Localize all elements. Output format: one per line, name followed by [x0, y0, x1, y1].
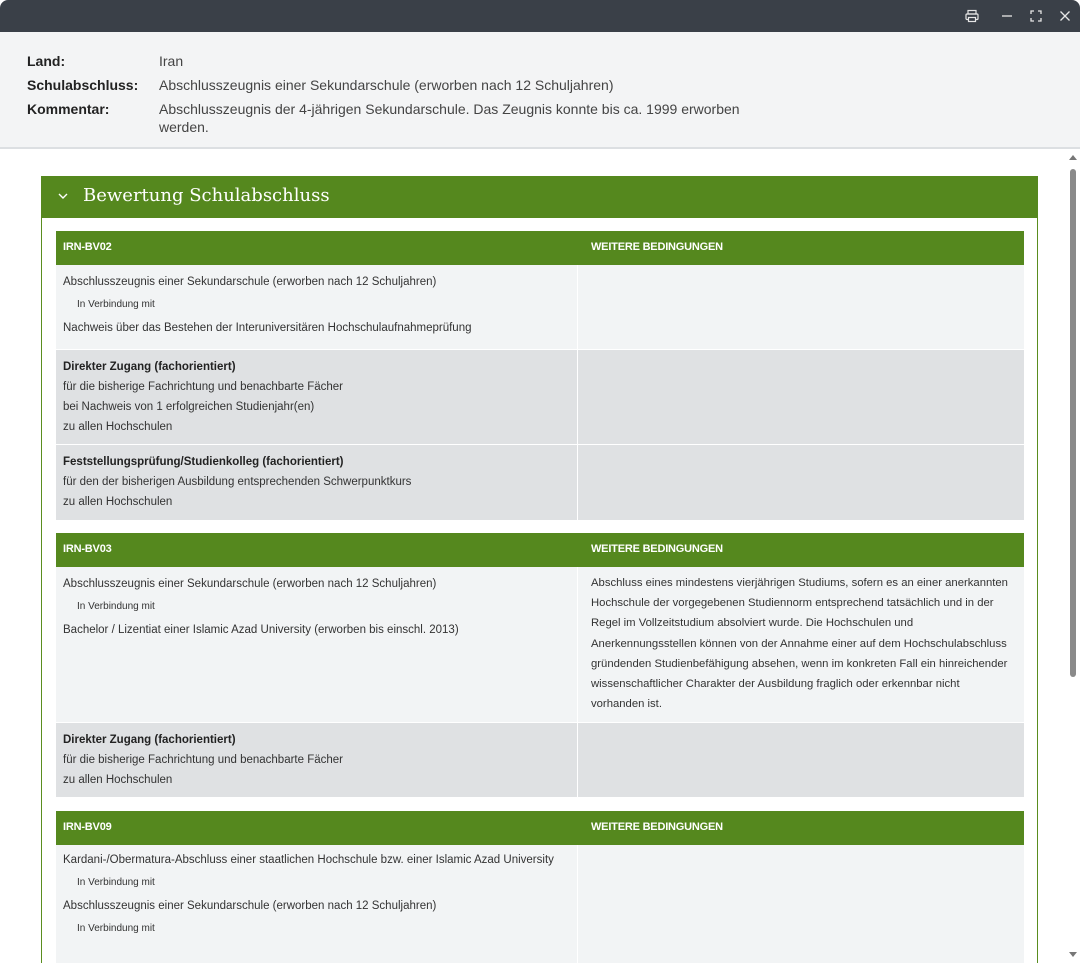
- window-title-bar: [0, 0, 1080, 32]
- scroll-up-arrow-icon[interactable]: [1069, 155, 1077, 160]
- qualification-line: Abschlusszeugnis einer Sekundarschule (erworben nach 12 Schuljahren): [63, 578, 437, 590]
- qualification-line: Abschlusszeugnis einer Sekundarschule (erworben nach 12 Schuljahren): [63, 276, 437, 288]
- conditions-cell: [578, 845, 1024, 963]
- qualification-line: Nachweis über das Bestehen der Interuniversitären Hochschulaufnahmeprüfung: [63, 322, 472, 334]
- access-title: Direkter Zugang (fachorientiert): [63, 361, 236, 373]
- access-line: für den der bisherigen Ausbildung entsprechenden Schwerpunktkurs: [63, 476, 412, 488]
- conditions-cell: [578, 350, 1024, 444]
- connector-text: In Verbindung mit: [77, 601, 155, 612]
- scrollbar-thumb[interactable]: [1070, 169, 1076, 677]
- connector-text: In Verbindung mit: [77, 877, 155, 888]
- access-cell: [56, 723, 577, 797]
- table-row: [56, 445, 1024, 520]
- table-code: IRN-BV02: [63, 241, 112, 253]
- evaluation-panel: [41, 176, 1038, 963]
- land-label: Land:: [27, 53, 66, 69]
- table-header: [56, 231, 1024, 265]
- access-line: bei Nachweis von 1 erfolgreichen Studienjahr(en): [63, 401, 315, 413]
- connector-text: In Verbindung mit: [77, 923, 155, 934]
- panel-header[interactable]: [41, 176, 1038, 218]
- conditions-header: WEITERE BEDINGUNGEN: [591, 821, 723, 833]
- access-cell: [56, 350, 577, 444]
- table-header: [56, 533, 1024, 567]
- access-cell: [56, 445, 577, 520]
- table-irn-bv03: [56, 533, 1024, 797]
- table-row: [56, 350, 1024, 444]
- print-icon[interactable]: [962, 6, 982, 26]
- conditions-text: Abschluss eines mindestens vierjährigen Studiums, sofern es an einer anerkannten Hochschule der vorgegebenen Studiennorm entsprechend tatsächlich und in der Regel im Vollzeitstudium absolviert wurde. Die Hochschulen und Anerkennungsstellen können von der Annahme einer auf dem Hochschulabschluss gründenden Studienbefähigung absehen, wenn im konkreten Fall ein hinreichender wissenschaftlicher Charakter der Ausbildung fraglich oder erkennbar nicht vorhanden ist.: [591, 577, 1008, 711]
- table-irn-bv09: [56, 811, 1024, 963]
- table-code: IRN-BV03: [63, 543, 112, 555]
- conditions-cell: [578, 265, 1024, 349]
- qualification-line: Kardani-/Obermatura-Abschluss einer staatlichen Hochschule bzw. einer Islamic Azad University: [63, 854, 554, 866]
- maximize-icon[interactable]: [1026, 6, 1046, 26]
- access-line: für die bisherige Fachrichtung und benachbarte Fächer: [63, 754, 344, 766]
- info-header: [0, 32, 1080, 149]
- access-line: zu allen Hochschulen: [63, 774, 173, 786]
- kommentar-label: Kommentar:: [27, 101, 110, 117]
- access-line: zu allen Hochschulen: [63, 421, 173, 433]
- conditions-header: WEITERE BEDINGUNGEN: [591, 241, 723, 253]
- chevron-down-icon: [57, 190, 69, 202]
- qualification-cell: [56, 567, 577, 722]
- conditions-cell: [578, 445, 1024, 520]
- conditions-cell: [578, 567, 1024, 722]
- vertical-scrollbar[interactable]: [1066, 151, 1080, 963]
- table-header: [56, 811, 1024, 845]
- table-row: [56, 265, 1024, 349]
- conditions-cell: [578, 723, 1024, 797]
- minimize-icon[interactable]: [997, 6, 1017, 26]
- panel-title: Bewertung Schulabschluss: [83, 185, 330, 206]
- qualification-cell: [56, 265, 577, 349]
- table-row: [56, 845, 1024, 963]
- access-title: Feststellungsprüfung/Studienkolleg (fachorientiert): [63, 456, 344, 468]
- access-title: Direkter Zugang (fachorientiert): [63, 734, 236, 746]
- qualification-cell: [56, 845, 577, 963]
- access-line: zu allen Hochschulen: [63, 496, 173, 508]
- scroll-down-arrow-icon[interactable]: [1069, 952, 1077, 957]
- connector-text: In Verbindung mit: [77, 299, 155, 310]
- schulabschluss-label: Schulabschluss:: [27, 77, 139, 93]
- table-irn-bv02: [56, 231, 1024, 520]
- access-line: für die bisherige Fachrichtung und benachbarte Fächer: [63, 381, 344, 393]
- land-value: Iran: [159, 53, 184, 69]
- conditions-header: WEITERE BEDINGUNGEN: [591, 543, 723, 555]
- content-scroll-area[interactable]: [0, 151, 1080, 963]
- schulabschluss-value: Abschlusszeugnis einer Sekundarschule (erworben nach 12 Schuljahren): [159, 77, 614, 93]
- table-row: [56, 723, 1024, 797]
- close-icon[interactable]: [1055, 6, 1075, 26]
- qualification-line: Bachelor / Lizentiat einer Islamic Azad University (erworben bis einschl. 2013): [63, 624, 459, 636]
- kommentar-value: Abschlusszeugnis der 4-jährigen Sekundarschule. Das Zeugnis konnte bis ca. 1999 erworben werden.: [159, 101, 740, 135]
- table-code: IRN-BV09: [63, 821, 112, 833]
- table-row: [56, 567, 1024, 722]
- qualification-line: Abschlusszeugnis einer Sekundarschule (erworben nach 12 Schuljahren): [63, 900, 437, 912]
